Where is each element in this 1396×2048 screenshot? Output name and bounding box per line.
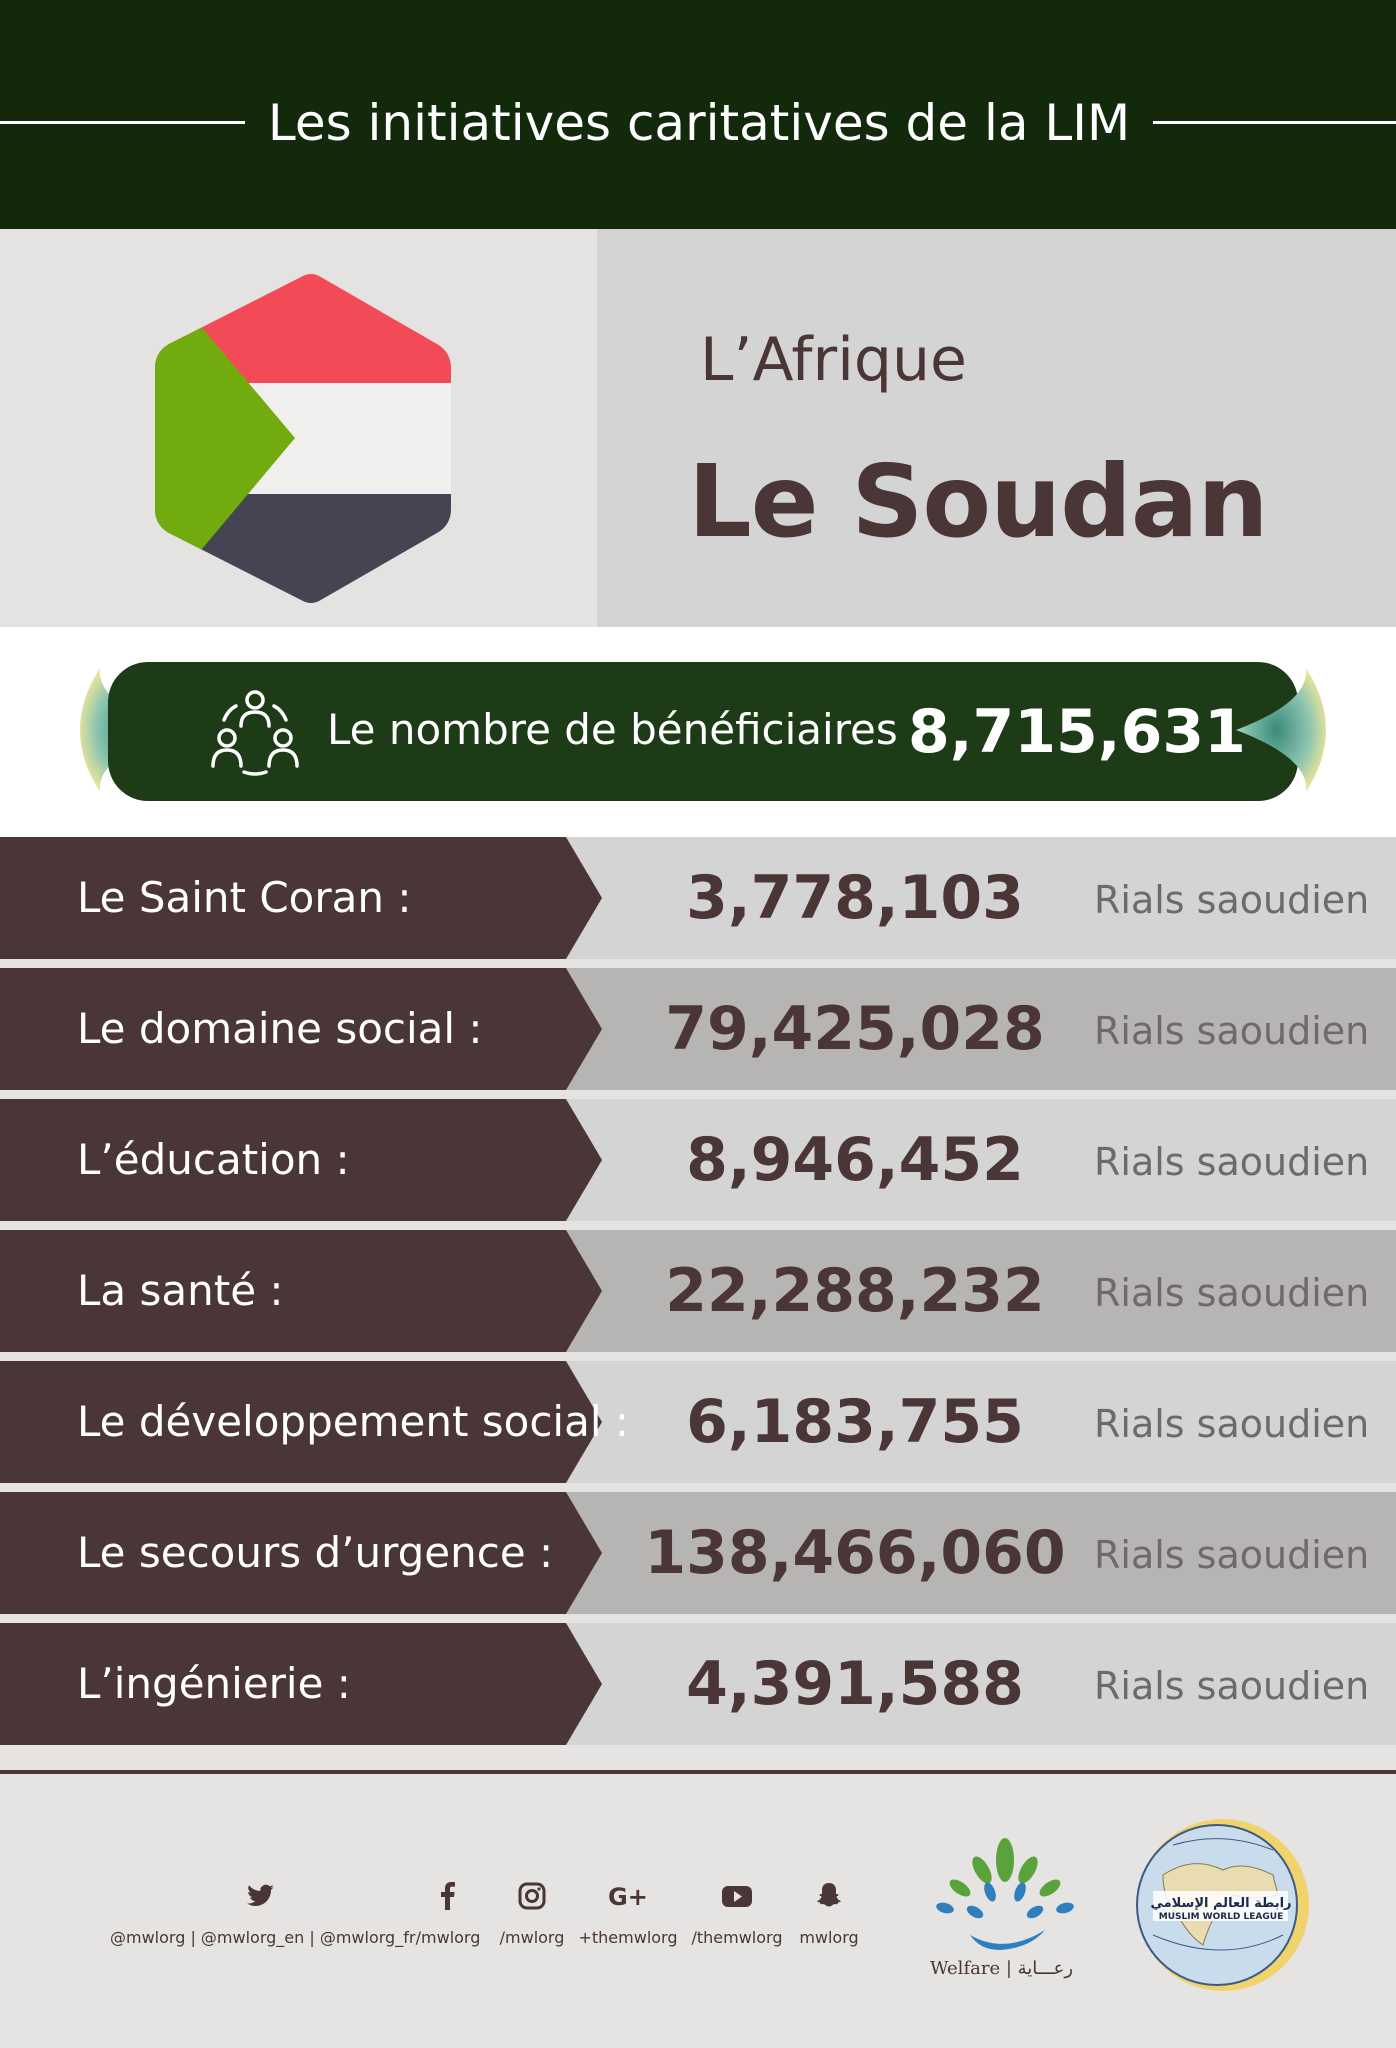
country-panel — [597, 229, 1396, 627]
table-row — [0, 1492, 1396, 1614]
instagram-link[interactable] — [492, 1880, 572, 1950]
svg-text:G+: G+ — [608, 1883, 648, 1911]
row-value: 3,778,103 — [686, 863, 1024, 933]
country-name: Le Soudan — [688, 443, 1268, 560]
twitter-link[interactable] — [110, 1880, 416, 1950]
googleplus-link[interactable] — [578, 1880, 678, 1950]
youtube-icon — [720, 1880, 754, 1912]
table-row — [0, 968, 1396, 1090]
league-arabic-name: رابطة العالم الإسلامي — [1150, 1896, 1292, 1911]
continent-label: L’Afrique — [700, 325, 967, 395]
snapchat-handle: mwlorg — [799, 1928, 859, 1947]
youtube-handle: /themwlorg — [691, 1928, 783, 1947]
table-row — [0, 837, 1396, 959]
table-row — [0, 1230, 1396, 1352]
header-rule-left — [0, 121, 245, 124]
instagram-icon — [516, 1880, 548, 1912]
row-value: 79,425,028 — [665, 994, 1045, 1064]
google-plus-icon — [608, 1880, 648, 1912]
table-row — [0, 1623, 1396, 1745]
row-label: Le secours d’urgence : — [77, 1528, 554, 1577]
facebook-handle: /mwlorg — [415, 1928, 481, 1947]
table-row — [0, 1361, 1396, 1483]
twitter-handles: @mwlorg | @mwlorg_en | @mwlorg_fr — [110, 1928, 416, 1947]
instagram-handle: /mwlorg — [499, 1928, 565, 1947]
beneficiaries-value: 8,715,631 — [908, 697, 1246, 767]
row-label: Le développement social : — [77, 1397, 630, 1446]
sudan-flag-icon — [155, 272, 451, 605]
snapchat-link[interactable] — [790, 1880, 868, 1950]
row-unit: Rials saoudien — [1094, 1271, 1370, 1315]
people-group-icon — [210, 686, 300, 776]
row-value: 22,288,232 — [665, 1256, 1045, 1326]
footer-divider — [0, 1770, 1396, 1774]
row-label: La santé : — [77, 1266, 284, 1315]
muslim-world-league-logo-icon — [1133, 1815, 1313, 1995]
youtube-link[interactable] — [686, 1880, 788, 1950]
row-label: Le domaine social : — [77, 1004, 483, 1053]
row-unit: Rials saoudien — [1094, 1402, 1370, 1446]
row-unit: Rials saoudien — [1094, 1009, 1370, 1053]
row-unit: Rials saoudien — [1094, 1533, 1370, 1577]
row-value: 8,946,452 — [686, 1125, 1024, 1195]
header-rule-right — [1153, 121, 1396, 124]
ornament-right-icon — [1236, 668, 1346, 792]
row-value: 138,466,060 — [644, 1518, 1066, 1588]
row-label: L’éducation : — [77, 1135, 350, 1184]
table-row — [0, 1099, 1396, 1221]
welfare-label: Welfare | رعـــاية — [930, 1958, 1074, 1979]
row-value: 6,183,755 — [686, 1387, 1024, 1457]
googleplus-handle: +themwlorg — [578, 1928, 678, 1947]
row-label: L’ingénierie : — [77, 1659, 351, 1708]
page-title: Les initiatives caritatives de la LIM — [267, 94, 1131, 152]
facebook-icon — [432, 1880, 464, 1912]
snapchat-icon — [813, 1880, 845, 1912]
facebook-link[interactable] — [408, 1880, 488, 1950]
row-unit: Rials saoudien — [1094, 1664, 1370, 1708]
beneficiaries-label: Le nombre de bénéficiaires — [327, 705, 898, 754]
row-value: 4,391,588 — [686, 1649, 1024, 1719]
twitter-icon — [244, 1880, 276, 1912]
row-unit: Rials saoudien — [1094, 1140, 1370, 1184]
row-unit: Rials saoudien — [1094, 878, 1370, 922]
row-label: Le Saint Coran : — [77, 873, 412, 922]
league-english-name: MUSLIM WORLD LEAGUE — [1158, 1912, 1284, 1922]
